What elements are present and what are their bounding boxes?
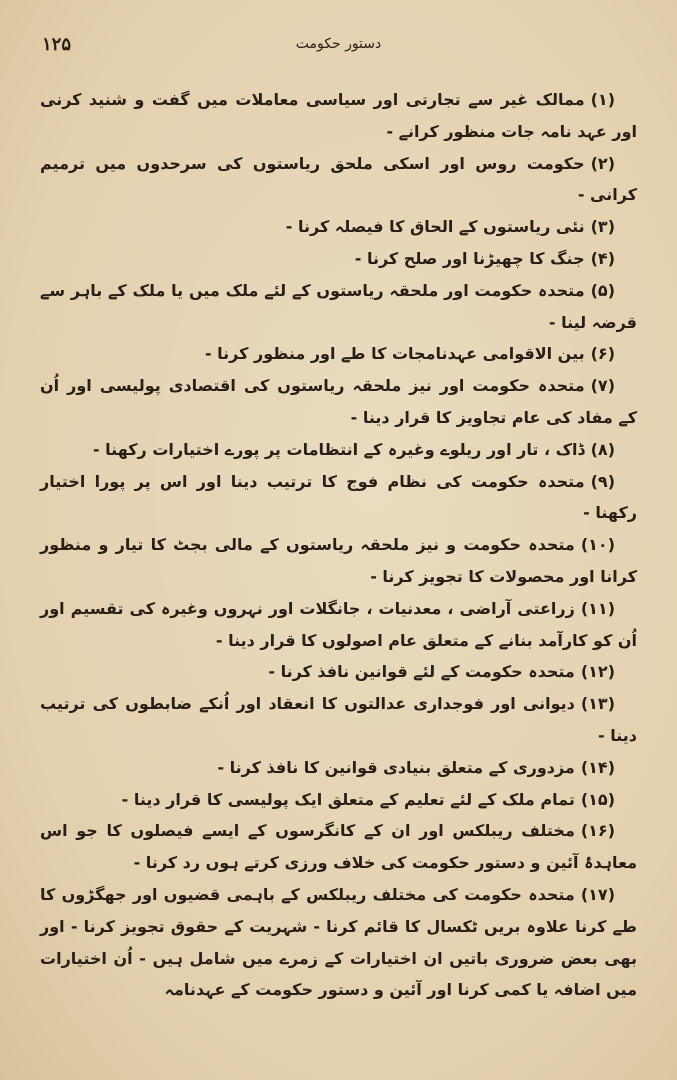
list-item [40,688,637,752]
list-item [40,879,637,1006]
item-number: (۵) [590,280,615,300]
item-number: (۷) [590,376,615,396]
list-item [40,434,637,466]
running-title: دستور حکومت [295,36,382,52]
list-item [40,338,637,370]
list-item [40,466,637,530]
item-text: متحدہ حکومت کی نظام فوج کا ترتیب دینا اور اس پر پورا اختیار رکھنا - [40,471,637,523]
list-item [40,815,637,879]
item-number: (۱۰) [580,535,615,555]
item-text: متحدہ حکومت اور نیز ملحقہ ریاستوں کی اقتصادی پولیسی اور اُن کے مفاد کی عام تجاویز کا قرار دینا - [40,376,637,427]
item-number: (۹) [590,471,615,491]
item-number: (۱۵) [580,789,615,809]
item-text: مختلف ریبلکس اور ان کے کانگرسوں کے ایسے فیصلوں کا جو اس معاہدۂ آئین و دستور حکومت کی خلاف ورزی کرتے ہوں رد کرنا - [40,821,637,873]
item-number: (۶) [590,344,615,364]
list-item [40,656,637,688]
list-item [40,752,637,784]
page-header [0,30,677,60]
page-number: ۱۲۵ [42,34,72,55]
item-number: (۳) [590,217,615,237]
item-text: جنگ کا چھیڑنا اور صلح کرنا - [354,248,585,268]
item-number: (۱۲) [580,662,615,682]
item-text: مزدوری کے متعلق بنیادی قوانین کا نافذ کرنا - [217,757,575,777]
item-text: متحدہ حکومت کے لئے قوانین نافذ کرنا - [268,662,575,682]
list-item [40,148,637,212]
list-item [40,529,637,593]
item-number: (۴) [590,248,615,268]
list-item [40,370,637,434]
item-number: (۱۶) [580,821,615,841]
list-item [40,84,637,148]
item-number: (۱۷) [580,884,615,904]
item-text: بین الاقوامی عہدنامجات کا طے اور منظور کرنا - [204,344,585,364]
page-body [40,84,637,1006]
item-text: متحدہ حکومت کی مختلف ریبلکس کے باہمی قضیوں اور جھگڑوں کا طے کرنا علاوہ بریں ٹکسال کا قائم کرنا - شہریت کے حقوق تجویز کرنا - اور بھی بعض ضروری باتیں ان اختیارات کے زمرے میں شامل ہیں - اُن اختیارات میں اضافہ یا کمی کرنا اور آئین و دستور حکومت کے عہدنامہ [40,884,637,1000]
item-text: تمام ملک کے لئے تعلیم کے متعلق ایک پولیسی کا قرار دینا - [121,789,575,809]
item-number: (۲) [590,153,615,173]
item-text: متحدہ حکومت و نیز ملحقہ ریاستوں کے مالی بجٹ کا تیار و منظور کرانا اور محصولات کا تجویز کرنا - [40,535,637,586]
item-text: دیوانی اور فوجداری عدالتوں کا انعقاد اور اُنکے ضابطوں کی ترتیب دینا - [40,694,637,745]
item-text: نئی ریاستوں کے الحاق کا فیصلہ کرنا - [285,217,585,237]
item-number: (۱۱) [580,598,615,618]
item-number: (۱۴) [580,757,615,777]
list-item [40,593,637,657]
item-number: (۸) [590,439,615,459]
item-text: حکومت روس اور اسکی ملحق ریاستوں کی سرحدوں میں ترمیم کرانی - [40,153,637,205]
item-text: ممالک غیر سے تجارتی اور سیاسی معاملات میں گفت و شنید کرنی اور عہد نامہ جات منظور کرانے - [40,90,637,141]
item-text: ڈاک ، تار اور ریلوے وغیرہ کے انتظامات پر پورے اختیارات رکھنا - [92,439,585,459]
item-text: زراعتی آراضی ، معدنیات ، جانگلات اور نہروں وغیرہ کی تقسیم اور اُن کو کارآمد بنانے کے متعلق عام اصولوں کا قرار دینا - [40,598,637,650]
list-item [40,784,637,816]
item-number: (۱) [590,90,615,109]
list-item [40,243,637,275]
item-number: (۱۳) [580,694,615,714]
list-item [40,275,637,339]
list-item [40,211,637,243]
item-text: متحدہ حکومت اور ملحقہ ریاستوں کے لئے ملک میں یا ملک کے باہر سے قرضہ لینا - [40,280,637,332]
